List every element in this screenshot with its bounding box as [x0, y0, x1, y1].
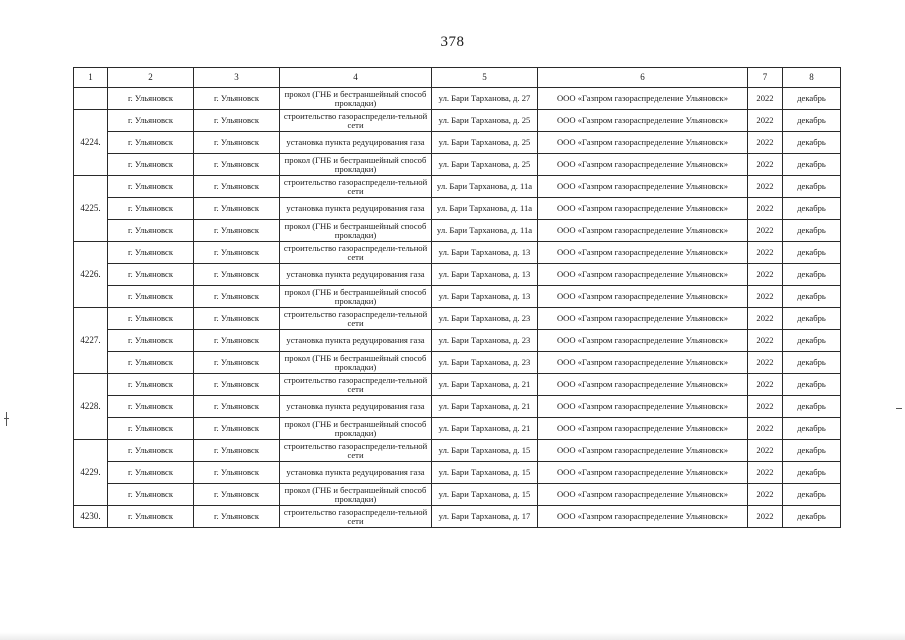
cell-owner: ООО «Газпром газораспределение Ульяновск» [538, 374, 748, 396]
cell-city: г. Ульяновск [108, 506, 194, 528]
cell-city: г. Ульяновск [108, 264, 194, 286]
cell-month: декабрь [783, 484, 841, 506]
cell-settlement: г. Ульяновск [194, 352, 280, 374]
cell-year: 2022 [748, 330, 783, 352]
cell-year: 2022 [748, 462, 783, 484]
cell-number: 4227. [74, 308, 108, 374]
header-cell: 6 [538, 68, 748, 88]
cell-settlement: г. Ульяновск [194, 110, 280, 132]
table-row [74, 506, 841, 528]
cell-owner: ООО «Газпром газораспределение Ульяновск» [538, 440, 748, 462]
cell-owner: ООО «Газпром газораспределение Ульяновск» [538, 154, 748, 176]
cell-address: ул. Бари Тарханова, д. 23 [432, 352, 538, 374]
cell-address: ул. Бари Тарханова, д. 11а [432, 220, 538, 242]
register-table [73, 67, 841, 528]
cell-city: г. Ульяновск [108, 440, 194, 462]
cell-settlement: г. Ульяновск [194, 506, 280, 528]
cell-city: г. Ульяновск [108, 484, 194, 506]
cell-address: ул. Бари Тарханова, д. 15 [432, 462, 538, 484]
cell-settlement: г. Ульяновск [194, 132, 280, 154]
cell-address: ул. Бари Тарханова, д. 21 [432, 418, 538, 440]
cell-address: ул. Бари Тарханова, д. 11а [432, 176, 538, 198]
cell-address: ул. Бари Тарханова, д. 21 [432, 396, 538, 418]
header-cell: 5 [432, 68, 538, 88]
table-row [74, 330, 841, 352]
cell-settlement: г. Ульяновск [194, 330, 280, 352]
cell-settlement: г. Ульяновск [194, 374, 280, 396]
cell-work-type: строительство газораспредели-тельной сети [280, 506, 432, 528]
cell-month: декабрь [783, 242, 841, 264]
cell-work-type: прокол (ГНБ и бестраншейный способ прокладки) [280, 88, 432, 110]
table-row [74, 418, 841, 440]
cell-year: 2022 [748, 286, 783, 308]
cell-month: декабрь [783, 88, 841, 110]
cell-address: ул. Бари Тарханова, д. 21 [432, 374, 538, 396]
cell-settlement: г. Ульяновск [194, 242, 280, 264]
cell-month: декабрь [783, 132, 841, 154]
cell-work-type: установка пункта редуцирования газа [280, 198, 432, 220]
cell-city: г. Ульяновск [108, 286, 194, 308]
cell-month: декабрь [783, 440, 841, 462]
cell-owner: ООО «Газпром газораспределение Ульяновск» [538, 308, 748, 330]
cell-owner: ООО «Газпром газораспределение Ульяновск» [538, 418, 748, 440]
cell-owner: ООО «Газпром газораспределение Ульяновск» [538, 462, 748, 484]
cell-city: г. Ульяновск [108, 154, 194, 176]
cell-settlement: г. Ульяновск [194, 308, 280, 330]
cell-year: 2022 [748, 132, 783, 154]
cell-month: декабрь [783, 506, 841, 528]
cell-work-type: прокол (ГНБ и бестраншейный способ прокладки) [280, 352, 432, 374]
cell-number [74, 88, 108, 110]
cell-owner: ООО «Газпром газораспределение Ульяновск» [538, 198, 748, 220]
cell-city: г. Ульяновск [108, 462, 194, 484]
table-row [74, 198, 841, 220]
cell-owner: ООО «Газпром газораспределение Ульяновск» [538, 88, 748, 110]
table-row [74, 396, 841, 418]
cell-address: ул. Бари Тарханова, д. 15 [432, 440, 538, 462]
cell-owner: ООО «Газпром газораспределение Ульяновск» [538, 286, 748, 308]
cell-city: г. Ульяновск [108, 242, 194, 264]
cell-month: декабрь [783, 110, 841, 132]
cell-month: декабрь [783, 374, 841, 396]
cell-month: декабрь [783, 176, 841, 198]
cell-work-type: строительство газораспредели-тельной сети [280, 374, 432, 396]
cell-work-type: установка пункта редуцирования газа [280, 132, 432, 154]
cell-work-type: строительство газораспредели-тельной сети [280, 176, 432, 198]
cell-number: 4230. [74, 506, 108, 528]
cell-city: г. Ульяновск [108, 220, 194, 242]
table-row [74, 462, 841, 484]
cell-owner: ООО «Газпром газораспределение Ульяновск» [538, 330, 748, 352]
cell-year: 2022 [748, 484, 783, 506]
table-row [74, 132, 841, 154]
cell-month: декабрь [783, 264, 841, 286]
cell-work-type: прокол (ГНБ и бестраншейный способ прокладки) [280, 154, 432, 176]
cell-work-type: прокол (ГНБ и бестраншейный способ прокладки) [280, 484, 432, 506]
cell-settlement: г. Ульяновск [194, 264, 280, 286]
cell-city: г. Ульяновск [108, 88, 194, 110]
cell-owner: ООО «Газпром газораспределение Ульяновск» [538, 506, 748, 528]
cell-month: декабрь [783, 352, 841, 374]
cell-owner: ООО «Газпром газораспределение Ульяновск» [538, 220, 748, 242]
cell-address: ул. Бари Тарханова, д. 13 [432, 264, 538, 286]
cell-work-type: строительство газораспредели-тельной сети [280, 308, 432, 330]
cell-settlement: г. Ульяновск [194, 462, 280, 484]
scan-edge-mark [896, 408, 902, 409]
header-cell: 1 [74, 68, 108, 88]
table-row [74, 440, 841, 462]
cell-address: ул. Бари Тарханова, д. 15 [432, 484, 538, 506]
cell-owner: ООО «Газпром газораспределение Ульяновск» [538, 176, 748, 198]
cell-owner: ООО «Газпром газораспределение Ульяновск» [538, 242, 748, 264]
cell-month: декабрь [783, 330, 841, 352]
cell-year: 2022 [748, 220, 783, 242]
cell-address: ул. Бари Тарханова, д. 17 [432, 506, 538, 528]
cell-number: 4229. [74, 440, 108, 506]
cell-city: г. Ульяновск [108, 110, 194, 132]
header-cell: 2 [108, 68, 194, 88]
header-cell: 4 [280, 68, 432, 88]
cell-year: 2022 [748, 352, 783, 374]
cell-address: ул. Бари Тарханова, д. 25 [432, 154, 538, 176]
table-row [74, 242, 841, 264]
header-cell: 7 [748, 68, 783, 88]
cell-city: г. Ульяновск [108, 352, 194, 374]
table-row [74, 264, 841, 286]
cell-settlement: г. Ульяновск [194, 154, 280, 176]
cell-year: 2022 [748, 242, 783, 264]
cell-city: г. Ульяновск [108, 132, 194, 154]
cell-year: 2022 [748, 506, 783, 528]
cell-city: г. Ульяновск [108, 176, 194, 198]
cell-year: 2022 [748, 88, 783, 110]
cell-work-type: установка пункта редуцирования газа [280, 396, 432, 418]
cell-owner: ООО «Газпром газораспределение Ульяновск» [538, 484, 748, 506]
cell-address: ул. Бари Тарханова, д. 27 [432, 88, 538, 110]
table-row [74, 154, 841, 176]
cell-settlement: г. Ульяновск [194, 396, 280, 418]
cell-number: 4226. [74, 242, 108, 308]
cell-address: ул. Бари Тарханова, д. 13 [432, 242, 538, 264]
cell-year: 2022 [748, 440, 783, 462]
table-row [74, 374, 841, 396]
cell-month: декабрь [783, 220, 841, 242]
table-row [74, 110, 841, 132]
cell-month: декабрь [783, 154, 841, 176]
table-row [74, 352, 841, 374]
cell-work-type: прокол (ГНБ и бестраншейный способ прокладки) [280, 286, 432, 308]
cell-number: 4224. [74, 110, 108, 176]
cell-city: г. Ульяновск [108, 418, 194, 440]
cell-work-type: строительство газораспредели-тельной сети [280, 242, 432, 264]
cell-settlement: г. Ульяновск [194, 220, 280, 242]
cell-year: 2022 [748, 176, 783, 198]
cell-city: г. Ульяновск [108, 308, 194, 330]
cell-month: декабрь [783, 286, 841, 308]
cell-work-type: установка пункта редуцирования газа [280, 462, 432, 484]
scan-edge-mark [6, 412, 7, 426]
table-row [74, 286, 841, 308]
cell-settlement: г. Ульяновск [194, 198, 280, 220]
cell-work-type: строительство газораспредели-тельной сети [280, 110, 432, 132]
table-row [74, 220, 841, 242]
cell-address: ул. Бари Тарханова, д. 23 [432, 308, 538, 330]
cell-month: декабрь [783, 418, 841, 440]
cell-number: 4228. [74, 374, 108, 440]
cell-address: ул. Бари Тарханова, д. 11а [432, 198, 538, 220]
cell-month: декабрь [783, 462, 841, 484]
cell-year: 2022 [748, 308, 783, 330]
table-row [74, 484, 841, 506]
cell-month: декабрь [783, 198, 841, 220]
cell-year: 2022 [748, 198, 783, 220]
cell-settlement: г. Ульяновск [194, 176, 280, 198]
header-cell: 8 [783, 68, 841, 88]
cell-address: ул. Бари Тарханова, д. 13 [432, 286, 538, 308]
header-cell: 3 [194, 68, 280, 88]
cell-work-type: установка пункта редуцирования газа [280, 264, 432, 286]
cell-owner: ООО «Газпром газораспределение Ульяновск» [538, 352, 748, 374]
cell-year: 2022 [748, 264, 783, 286]
cell-city: г. Ульяновск [108, 374, 194, 396]
cell-work-type: прокол (ГНБ и бестраншейный способ прокладки) [280, 220, 432, 242]
cell-owner: ООО «Газпром газораспределение Ульяновск» [538, 132, 748, 154]
cell-owner: ООО «Газпром газораспределение Ульяновск» [538, 396, 748, 418]
cell-year: 2022 [748, 418, 783, 440]
table-row [74, 308, 841, 330]
cell-settlement: г. Ульяновск [194, 440, 280, 462]
cell-owner: ООО «Газпром газораспределение Ульяновск» [538, 110, 748, 132]
cell-city: г. Ульяновск [108, 198, 194, 220]
cell-address: ул. Бари Тарханова, д. 25 [432, 132, 538, 154]
cell-work-type: строительство газораспредели-тельной сети [280, 440, 432, 462]
cell-settlement: г. Ульяновск [194, 88, 280, 110]
cell-year: 2022 [748, 110, 783, 132]
header-row [74, 68, 841, 88]
cell-settlement: г. Ульяновск [194, 286, 280, 308]
cell-year: 2022 [748, 396, 783, 418]
scan-bottom-band [0, 632, 905, 640]
table-row [74, 88, 841, 110]
register-body [74, 88, 841, 528]
cell-work-type: установка пункта редуцирования газа [280, 330, 432, 352]
scan-edge-mark [4, 418, 9, 419]
page-number: 378 [440, 34, 465, 50]
cell-work-type: прокол (ГНБ и бестраншейный способ прокладки) [280, 418, 432, 440]
cell-month: декабрь [783, 396, 841, 418]
cell-address: ул. Бари Тарханова, д. 25 [432, 110, 538, 132]
cell-city: г. Ульяновск [108, 396, 194, 418]
cell-number: 4225. [74, 176, 108, 242]
cell-year: 2022 [748, 154, 783, 176]
cell-settlement: г. Ульяновск [194, 418, 280, 440]
cell-address: ул. Бари Тарханова, д. 23 [432, 330, 538, 352]
cell-year: 2022 [748, 374, 783, 396]
cell-owner: ООО «Газпром газораспределение Ульяновск» [538, 264, 748, 286]
cell-settlement: г. Ульяновск [194, 484, 280, 506]
cell-city: г. Ульяновск [108, 330, 194, 352]
cell-month: декабрь [783, 308, 841, 330]
table-row [74, 176, 841, 198]
